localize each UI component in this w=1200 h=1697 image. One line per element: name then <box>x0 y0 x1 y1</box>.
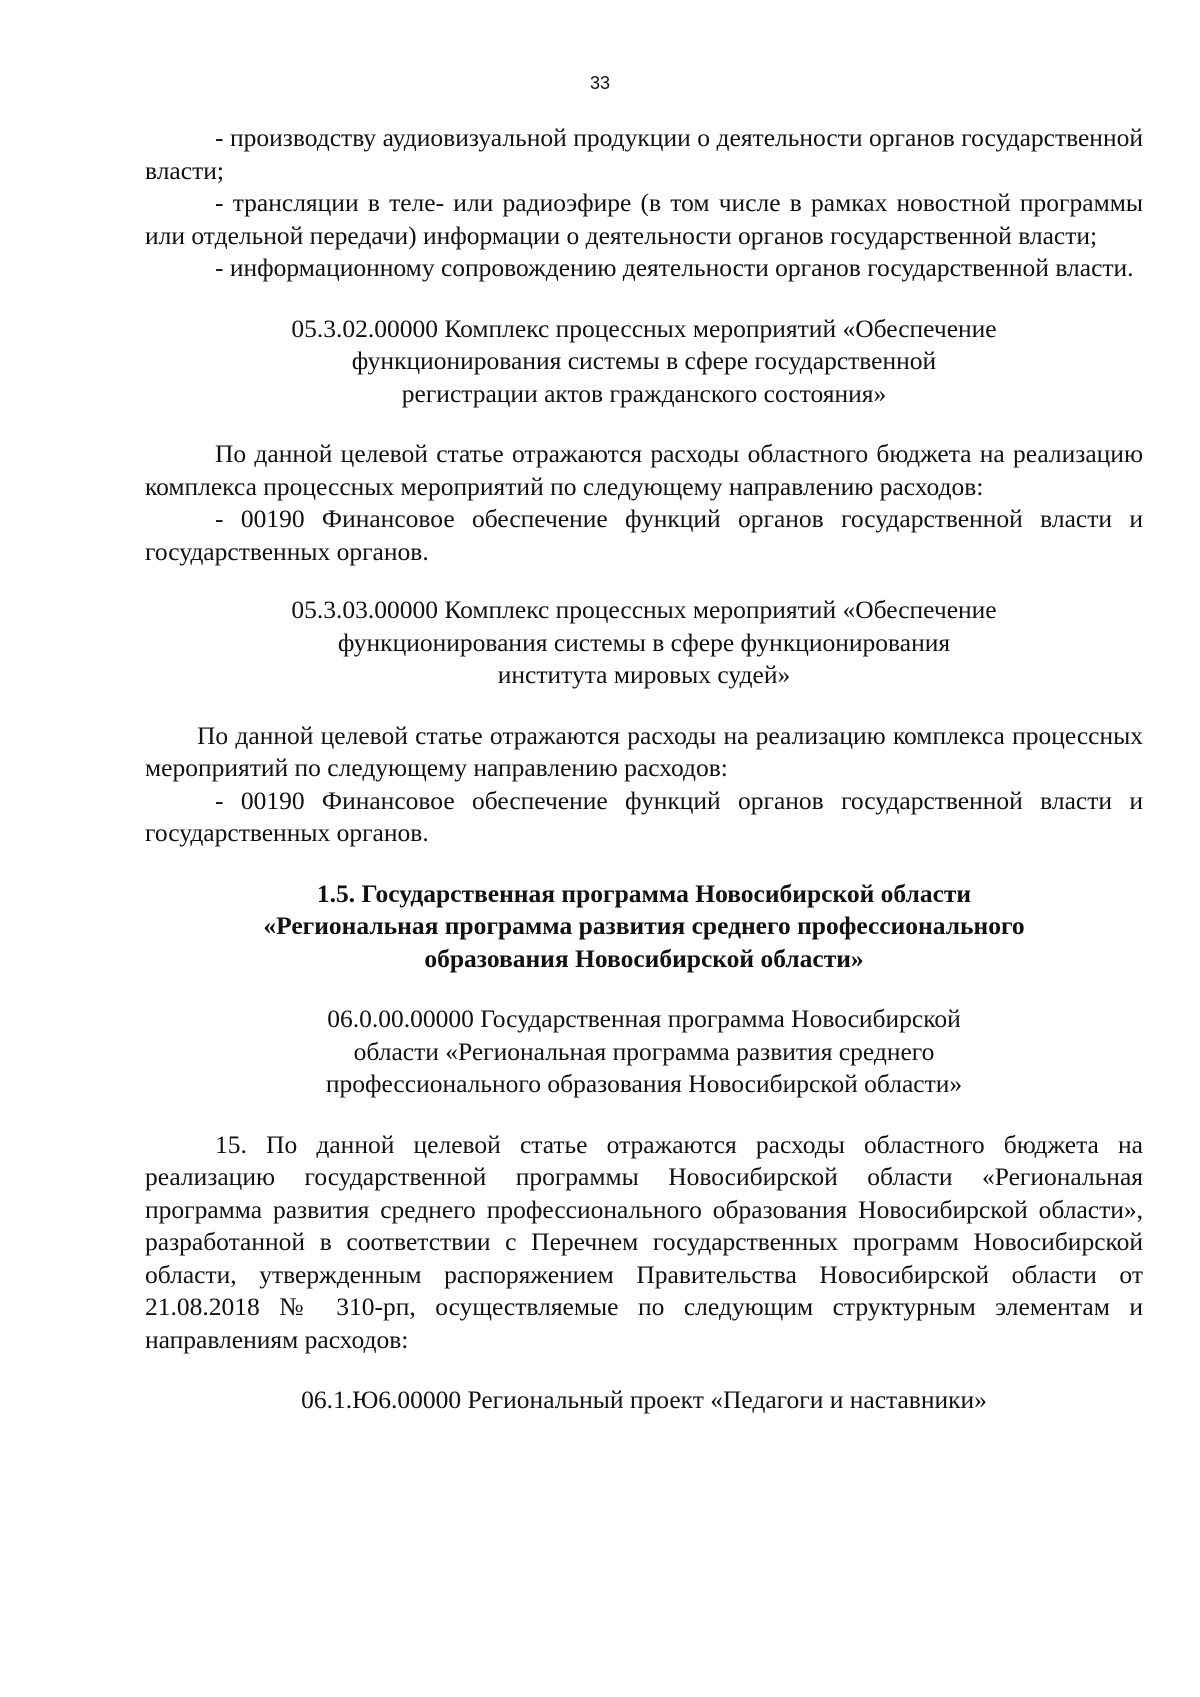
heading-line: образования Новосибирской области» <box>424 943 864 973</box>
heading-line: профессионального образования Новосибирской области» <box>325 1069 963 1098</box>
paragraph-05-3-03: По данной целевой статье отражаются расходы на реализацию комплекса процессных мероприятий по следующему направлению расходов: <box>145 720 1143 782</box>
list-item-info-support: - информационному сопровождению деятельности органов государственной власти. <box>215 253 1134 282</box>
heading-line: 06.1.Ю6.00000 Региональный проект «Педагоги и наставники» <box>301 1385 987 1414</box>
heading-line: «Региональная программа развития среднего профессионального <box>263 911 1025 940</box>
list-item-audiovisual: - производству аудиовизуальной продукции о деятельности органов государственной власти; <box>145 123 1143 185</box>
section-heading-06-0-00 <box>145 1003 1143 1101</box>
heading-line: регистрации актов гражданского состояния» <box>401 378 887 408</box>
heading-line: института мировых судей» <box>497 660 791 689</box>
list-item-00190-b: - 00190 Финансовое обеспечение функций органов государственной власти и государственных органов. <box>145 785 1143 847</box>
heading-line: области «Региональная программа развития среднего <box>353 1036 935 1066</box>
list-item-broadcast: - трансляции в теле- или радиоэфире (в том числе в рамках новостной программы или отдельной передачи) информации о деятельности органов государственной власти; <box>145 188 1143 250</box>
heading-line: функционирования системы в сфере функционирования <box>337 627 951 657</box>
paragraph-05-3-02: По данной целевой статье отражаются расходы областного бюджета на реализацию комплекса процессных мероприятий по следующему направлению расходов: <box>145 439 1143 501</box>
section-heading-05-3-02 <box>145 313 1143 411</box>
section-heading-1-5 <box>145 878 1143 976</box>
heading-line: 05.3.02.00000 Комплекс процессных мероприятий «Обеспечение <box>291 313 997 343</box>
list-item-00190-a: - 00190 Финансовое обеспечение функций органов государственной власти и государственных органов. <box>145 504 1143 566</box>
heading-line: 05.3.03.00000 Комплекс процессных мероприятий «Обеспечение <box>291 595 997 624</box>
paragraph-15: 15. По данной целевой статье отражаются расходы областного бюджета на реализацию государственной программы Новосибирской области «Региональная программа развития среднего профессионального образования Новосибирской области», разработанной в соответствии с Перечнем государственных программ Новосибирской области, утвержденным распоряжением Правительства Новосибирской области от 21.08.2018 № 310-рп, осуществляемые по следующим структурным элементам и направлениям расходов: <box>145 1129 1143 1354</box>
section-heading-05-3-03 <box>145 594 1143 692</box>
heading-line: 1.5. Государственная программа Новосибирской области <box>316 878 972 908</box>
page-number: 33 <box>589 73 611 93</box>
document-body <box>145 122 1143 1417</box>
heading-line: 06.0.00.00000 Государственная программа Новосибирской <box>327 1004 961 1033</box>
heading-line: функционирования системы в сфере государственной <box>351 346 937 375</box>
section-heading-06-1-yu6 <box>145 1384 1143 1417</box>
